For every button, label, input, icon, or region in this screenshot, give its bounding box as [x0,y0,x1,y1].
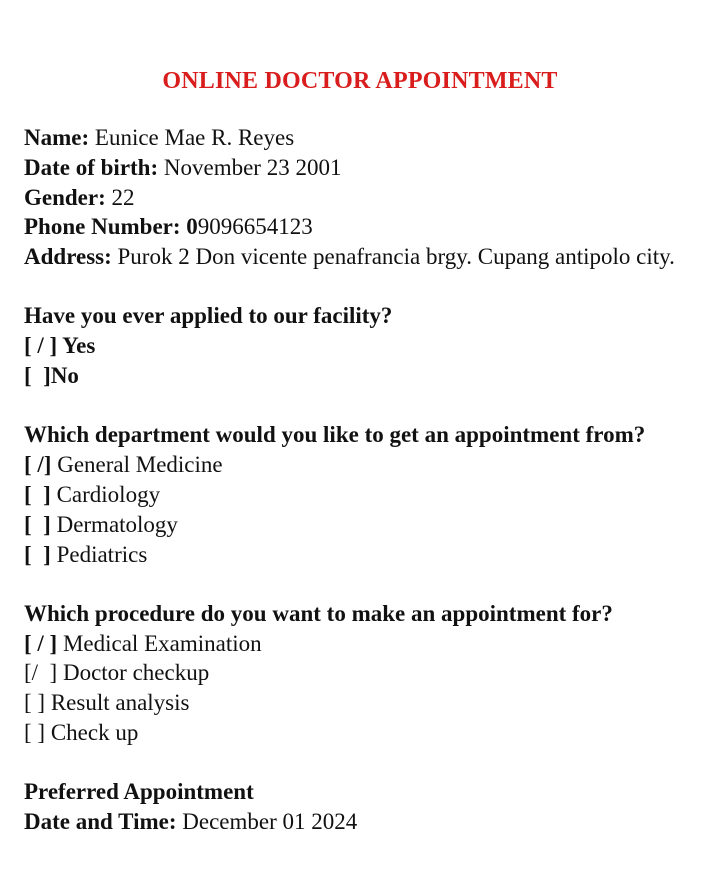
department-question: Which department would you like to get an appointment from? [24,422,646,448]
checkbox-mark: [ ] [24,511,51,537]
checkbox-mark: [ ] [24,690,46,716]
spacer [24,272,696,302]
phone-label: Phone Number: 0 [24,214,198,240]
page-title: ONLINE DOCTOR APPOINTMENT [162,68,558,94]
procedure-option [24,629,696,659]
option-label: Result analysis [45,690,190,716]
address-label: Address: [24,244,112,270]
option-label: Cardiology [50,481,161,507]
name-row [24,123,696,153]
department-options [24,450,696,569]
address-value: Purok 2 Don vicente penafrancia brgy. Cupang antipolo city. [111,244,675,270]
name-value: Eunice Mae R. Reyes [89,125,295,150]
name-label: Name: [24,125,90,150]
department-option [24,510,696,540]
checkbox-mark: [/ ] [24,660,58,686]
option-label: Dermatology [50,511,178,537]
procedure-option [24,658,696,688]
department-option [24,450,696,480]
dob-label: Date of birth: [24,154,159,180]
preferred-heading: Preferred Appointment [24,779,254,805]
option-label: Pediatrics [50,541,148,567]
spacer [24,748,696,778]
checkbox-mark: [ / ] [24,630,58,656]
procedure-question: Which procedure do you want to make an appointment for? [24,600,613,626]
dob-row [24,153,696,183]
phone-row [24,212,696,242]
option-label: Medical Examination [57,630,262,656]
procedure-option [24,688,696,718]
checkbox-mark: [ ] [24,541,51,567]
gender-value: 22 [105,184,135,210]
spacer [24,391,696,421]
facility-question: Have you ever applied to our facility? [24,303,393,329]
option-label: General Medicine [51,452,223,478]
phone-value: 9096654123 [197,214,313,240]
checkbox-mark: [ /] [24,452,52,478]
department-option [24,540,696,570]
option-label: Doctor checkup [57,660,210,686]
facility-options [24,331,696,391]
facility-option: [ / ] Yes [24,333,96,359]
gender-row [24,183,696,213]
facility-option: [ ]No [24,363,79,389]
option-label: Check up [45,720,139,746]
procedure-options [24,629,696,748]
checkbox-mark: [ ] [24,481,51,507]
datetime-label: Date and Time: [24,809,177,835]
gender-label: Gender: [24,184,106,210]
procedure-option [24,718,696,748]
dob-value: November 23 2001 [158,154,342,180]
address-row [24,242,696,272]
checkbox-mark: [ ] [24,720,46,746]
spacer [24,569,696,599]
datetime-row [24,807,696,837]
datetime-value: December 01 2024 [176,809,358,835]
department-option [24,480,696,510]
